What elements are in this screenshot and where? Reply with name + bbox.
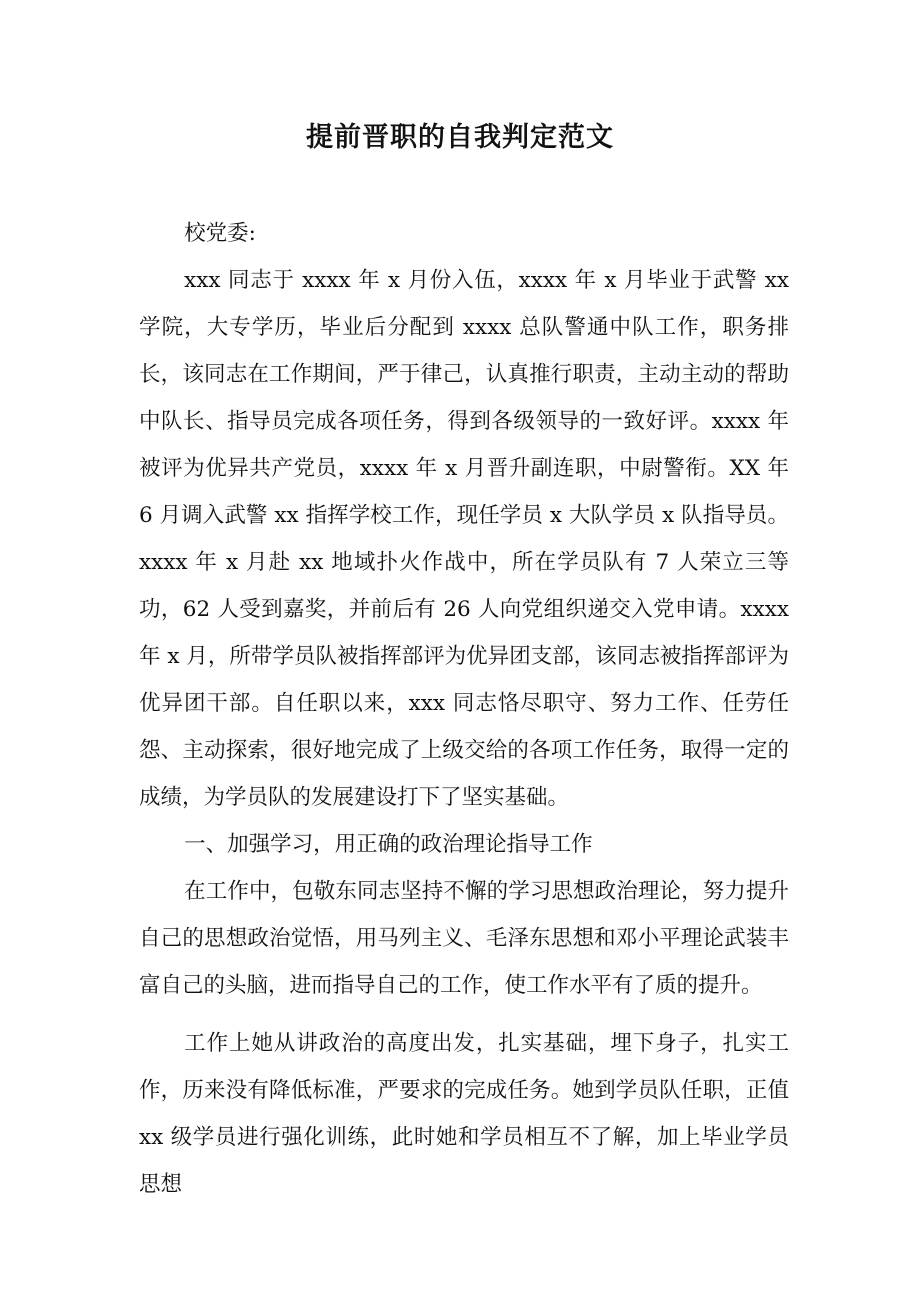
salutation: 校党委:	[184, 221, 256, 246]
paragraph-intro: xxx 同志于 xxxx 年 x 月份入伍，xxxx 年 x 月毕业于武警 xx 学院，大专学历，毕业后分配到 xxxx 总队警通中队工作，职务排长，该同志在工作期间，严于律己，认真推行职责，主动主动的帮助中队长、指导员完成各项任务，得到各级领导的一致好评。xxxx 年被评为优异共产党员，xxxx 年 x 月晋升副连职，中尉警衔。XX 年 6 月调入武警 xx 指挥学校工作，现任学员 x 大队学员 x 队指导员。xxxx 年 x 月赴 xx 地域扑火作战中，所在学员队有 7 人荣立三等功，62 人受到嘉奖，并前后有 26 人向党组织递交入党申请。xxxx 年 x 月，所带学员队被指挥部评为优异团支部，该同志被指挥部评为优异团干部。自任职以来，xxx 同志恪尽职守、努力工作、任劳任怨、主动探索，很好地完成了上级交给的各项工作任务，取得一定的成绩，为学员队的发展建设打下了坚实基础。	[139, 268, 789, 810]
section-heading-1: 一、加强学习，用正确的政治理论指导工作	[184, 832, 593, 857]
document-title: 提前晋职的自我判定范文	[306, 122, 614, 153]
document-body	[139, 210, 789, 1208]
paragraph-study: 在工作中，包敬东同志坚持不懈的学习思想政治理论，努力提升自己的思想政治觉悟，用马列主义、毛泽东思想和邓小平理论武装丰富自己的头脑，进而指导自己的工作，使工作水平有了质的提升。	[139, 879, 789, 998]
paragraph-work: 工作上她从讲政治的高度出发，扎实基础，埋下身子，扎实工作，历来没有降低标准，严要求的完成任务。她到学员队任职，正值 xx 级学员进行强化训练，此时她和学员相互不了解，加上毕业学员思想	[139, 1031, 789, 1197]
